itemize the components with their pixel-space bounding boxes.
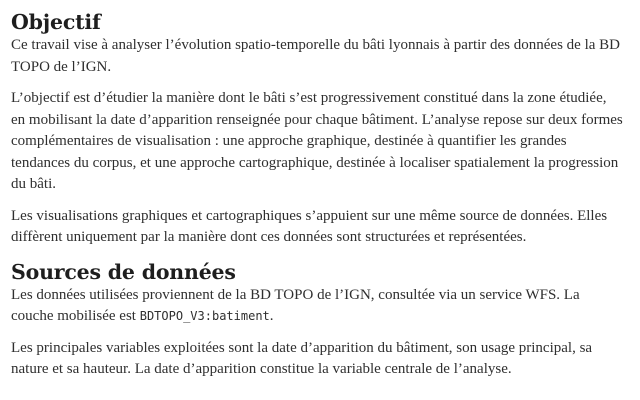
section-title-objectif: Objectif xyxy=(11,10,101,34)
objectif-paragraph-3: Les visualisations graphiques et cartographiques s’appuient sur une même source de données. Elles diffèrent uniquement par la manière dont ces données sont structurées et représentées. xyxy=(11,207,608,245)
sources-paragraph-1-end: . xyxy=(269,308,274,324)
objectif-paragraph-2: L’objectif est d’étudier la manière dont le bâti s’est progressivement constitué dans la zone étudiée, en mobilisant la date d’apparition renseignée pour chaque bâtiment. L’analyse repose sur deux formes complémentaires de visualisation : une approche graphique, destinée à quantifier les grandes tendances du corpus, et une approche cartographique, destinée à localiser spatialement la progression du bâti. xyxy=(11,90,623,192)
objectif-paragraph-1: Ce travail vise à analyser l’évolution spatio-temporelle du bâti lyonnais à partir des données de la BD TOPO de l’IGN. xyxy=(11,37,620,75)
sources-paragraph-1 xyxy=(11,285,624,328)
sources-paragraph-2: Les principales variables exploitées sont la date d’apparition du bâtiment, son usage principal, sa nature et sa hauteur. La date d’apparition constitue la variable centrale de l’analyse. xyxy=(11,339,593,377)
section-title-sources: Sources de données xyxy=(11,259,236,284)
sources-paragraph-1-text: Les données utilisées proviennent de la BD TOPO de l’IGN, consultée via un service WFS. La couche mobilisée est xyxy=(11,286,580,324)
layer-name-code: BDTOPO_V3:batiment xyxy=(139,309,270,323)
